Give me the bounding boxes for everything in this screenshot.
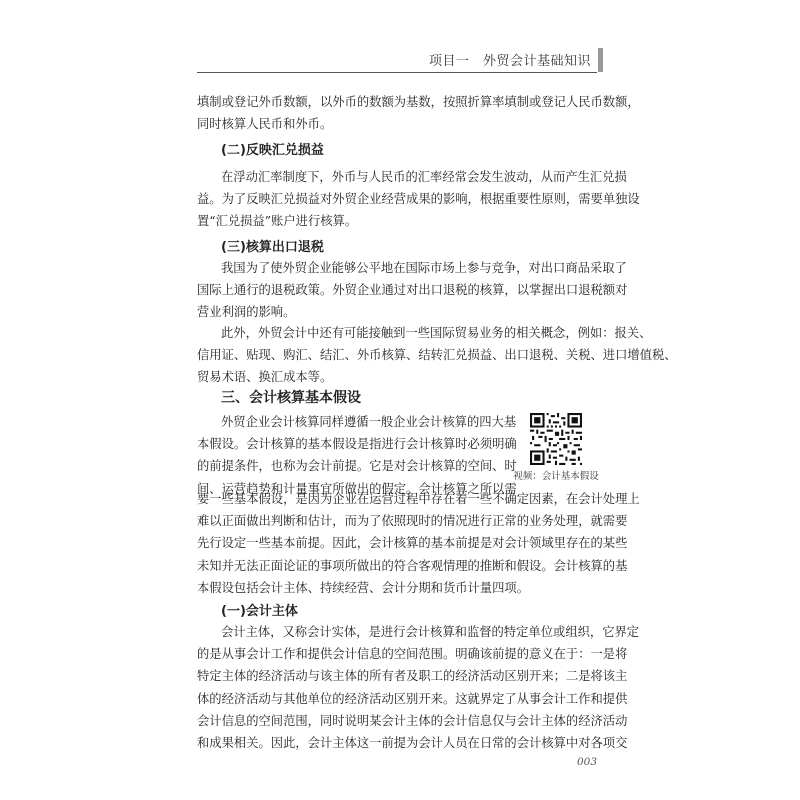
text-line: 要一些基本假设，是因为企业在运营过程中存在着一些不确定因素，在会计处理上 <box>197 492 640 506</box>
subheading-export-tax-rebate: (三)核算出口退税 <box>221 240 324 255</box>
text-line: 的前提条件，也称为会计前提。它是对会计核算的空间、时 <box>197 459 517 474</box>
paragraph-basic-assumptions-part2 <box>197 488 640 599</box>
text-line: 营业利润的影响。 <box>197 305 296 320</box>
subheading-accounting-entity: (一)会计主体 <box>221 604 298 619</box>
text-line: 此外，外贸会计中还有可能接触到一些国际贸易业务的相关概念，例如：报关、 <box>221 326 652 340</box>
page-number: 003 <box>576 756 597 768</box>
text-line: 本假设包括会计主体、持续经营、会计分期和货币计量四项。 <box>197 580 530 595</box>
text-line: 填制或登记外币数额，以外币的数额为基数，按照折算率填制或登记人民币数额， <box>197 95 640 109</box>
text-line: 益。为了反映汇兑损益对外贸企业经营成果的影响，根据重要性原则，需要单独设 <box>197 192 640 207</box>
paragraph-export-tax-rebate <box>197 257 628 324</box>
qr-caption: 视频：会计基本假设 <box>513 471 599 482</box>
subheading-exchange-gains-losses: (二)反映汇兑损益 <box>221 143 324 158</box>
video-qr-figure <box>513 413 599 482</box>
text-line: 同时核算人民币和外币。 <box>197 117 333 132</box>
running-header <box>197 44 597 73</box>
paragraph-continuation <box>197 91 640 135</box>
qr-code-icon[interactable] <box>530 413 582 465</box>
text-line: 贸易术语、换汇成本等。 <box>197 370 333 385</box>
text-line: 体的经济活动与其他单位的经济活动区别开来。这就界定了从事会计工作和提供 <box>197 691 628 706</box>
text-line: 国际上通行的退税政策。外贸企业通过对出口退税的核算，以掌握出口退税额对 <box>197 283 628 298</box>
text-line: 会计信息的空间范围，同时说明某会计主体的会计信息仅与会计主体的经济活动 <box>197 713 628 728</box>
text-line: 在浮动汇率制度下，外币与人民币的汇率经常会发生波动，从而产生汇兑损 <box>221 170 627 184</box>
text-line: 外贸企业会计核算同样遵循一般企业会计核算的四大基 <box>221 415 517 429</box>
paragraph-exchange-gains-losses <box>197 166 640 233</box>
paragraph-basic-assumptions-part1 <box>197 411 517 500</box>
text-line: 和成果相关。因此，会计主体这一前提为会计人员在日常的会计核算中对各项交 <box>197 735 628 750</box>
text-line: 间、运营趋势和计量事宜所做出的假定。会计核算之所以需 <box>197 481 517 496</box>
text-line: 本假设。会计核算的基本假设是指进行会计核算时必须明确 <box>197 437 517 452</box>
running-header-title: 项目一 外贸会计基础知识 <box>428 54 591 69</box>
section-heading-basic-assumptions: 三、会计核算基本假设 <box>221 390 361 406</box>
text-line: 未知并无法正面论证的事项所做出的符合客观情理的推断和假设。会计核算的基 <box>197 558 628 573</box>
text-line: 信用证、贴现、购汇、结汇、外币核算、结转汇兑损益、出口退税、关税、进口增值税、 <box>197 348 677 363</box>
text-line: 的是从事会计工作和提供会计信息的空间范围。明确该前提的意义在于：一是将 <box>197 647 628 662</box>
header-tab-marker <box>598 48 603 72</box>
text-line: 特定主体的经济活动与该主体的所有者及职工的经济活动区别开来；二是将该主 <box>197 669 628 684</box>
text-line: 我国为了使外贸企业能够公平地在国际市场上参与竞争，对出口商品采取了 <box>221 261 627 275</box>
paragraph-accounting-entity <box>197 621 640 754</box>
paragraph-trade-concepts <box>197 322 677 389</box>
text-line: 会计主体，又称会计实体，是进行会计核算和监督的特定单位或组织，它界定 <box>221 625 640 639</box>
text-line: 先行设定一些基本前提。因此，会计核算的基本前提是对会计领域里存在的某些 <box>197 536 628 551</box>
text-line: 难以正面做出判断和估计，而为了依照现时的情况进行正常的业务处理，就需要 <box>197 514 628 529</box>
text-line: 置“汇兑损益”账户进行核算。 <box>197 214 358 229</box>
